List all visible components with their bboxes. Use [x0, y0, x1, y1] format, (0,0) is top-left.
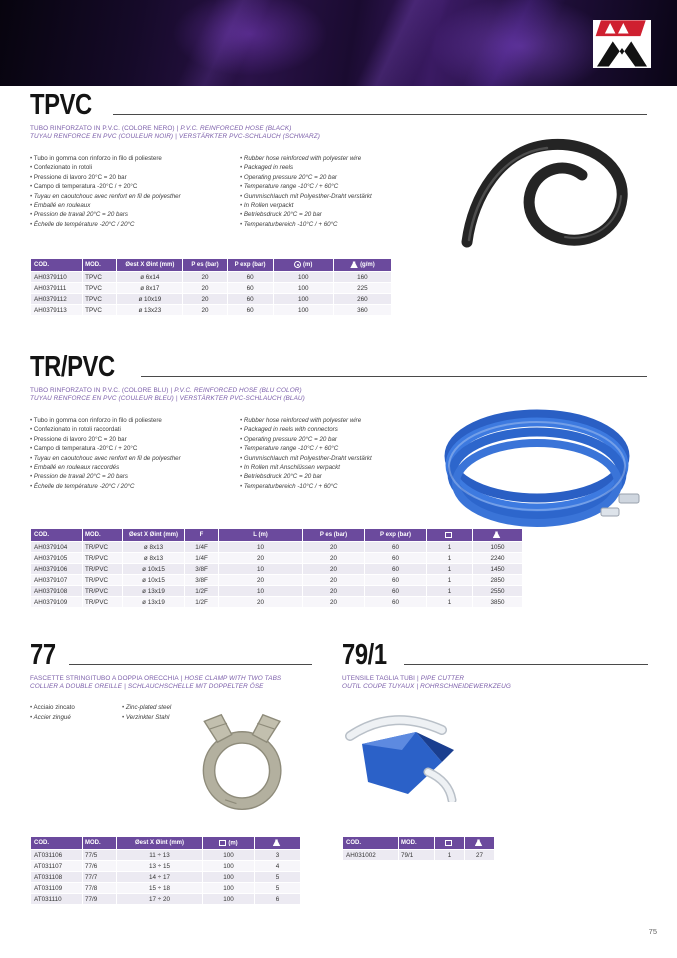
subtitle-separator: | [176, 125, 179, 132]
table-cell: 1 [427, 586, 473, 597]
section-title: 79/1 [342, 639, 387, 671]
table-cell: 1/4F [185, 553, 219, 564]
table-cell: 77/9 [83, 894, 117, 905]
subtitle-separator: | [170, 387, 173, 394]
column-header: L (m) [219, 529, 303, 542]
section-title: TPVC [30, 89, 92, 121]
table-header-row [31, 837, 301, 850]
table-cell: 14 ÷ 17 [117, 872, 203, 883]
column-header: Øest X Øint (mm) [117, 837, 203, 850]
table-cell: 17 ÷ 20 [117, 894, 203, 905]
table-cell: 60 [227, 272, 273, 283]
subtitle-separator: | [180, 675, 183, 682]
table-cell: TPVC [83, 272, 117, 283]
table-cell: ø 6x14 [117, 272, 183, 283]
table-cell: 60 [227, 283, 273, 294]
bullet-item: • Acciaio zincato [30, 703, 122, 713]
column-header: MOD. [399, 837, 435, 850]
bullet-item: • Échelle de température -20°C / 20°C [30, 220, 232, 229]
reel-icon [294, 261, 301, 268]
bullet-item: • Rubber hose reinforced with polyester wire [240, 416, 442, 425]
column-header: F [185, 529, 219, 542]
table-cell: 60 [227, 305, 273, 316]
section-title: TR/PVC [30, 351, 115, 383]
bullet-item: • Pression de travail 20°C = 20 bars [30, 472, 232, 481]
table-cell: TR/PVC [83, 542, 123, 553]
product-table-tpvc [30, 258, 392, 316]
table-cell: ø 13x19 [123, 597, 185, 608]
table-cell: 60 [365, 597, 427, 608]
table-cell: 10 [219, 542, 303, 553]
table-cell: 1 [427, 564, 473, 575]
subtitle-separator: | [124, 683, 126, 690]
box-icon [219, 840, 226, 846]
bullet-item: • Accier zingué [30, 713, 122, 723]
column-header: COD. [31, 529, 83, 542]
table-row [31, 294, 392, 305]
bullet-item: • Tuyau en caoutchouc avec renfort en fil de polyesther [30, 192, 232, 201]
bullet-item: • Gummischlauch mit Polyesther-Draht verstärkt [240, 192, 442, 201]
title-rule [113, 114, 647, 115]
weight-icon [350, 261, 358, 268]
section-subtitle [342, 675, 648, 691]
feature-list-right [240, 416, 442, 491]
header-banner [0, 0, 677, 86]
bullet-item: • Confezionato in rotoli [30, 163, 232, 172]
feature-list-left [30, 416, 232, 491]
bullet-item: • Gummischlauch mit Polyesther-Draht verstärkt [240, 454, 442, 463]
bullet-item: • Packaged in reels with connectors [240, 425, 442, 434]
table-cell: 20 [303, 564, 365, 575]
table-cell: 11 ÷ 13 [117, 850, 203, 861]
table-cell: AH0379112 [31, 294, 83, 305]
table-row [31, 597, 523, 608]
table-cell: 3850 [473, 597, 523, 608]
feature-list-right [240, 154, 442, 229]
table-row [31, 305, 392, 316]
table-cell: 100 [203, 850, 255, 861]
table-cell: 77/8 [83, 883, 117, 894]
subtitle-en: HOSE CLAMP WITH TWO TABS [184, 675, 282, 682]
subtitle-separator: | [416, 683, 419, 690]
bullet-item: • Packaged in reels [240, 163, 442, 172]
section-title: 77 [30, 639, 56, 671]
section-title-row [30, 90, 647, 120]
table-cell: 13 ÷ 15 [117, 861, 203, 872]
bullet-item: • Pressione di lavoro 20°C = 20 bar [30, 173, 232, 182]
table-cell: 27 [465, 850, 495, 861]
column-header: Øest X Øint (mm) [117, 259, 183, 272]
table-cell: 20 [219, 553, 303, 564]
brand-logo [593, 20, 651, 68]
column-header: Øest X Øint (mm) [123, 529, 185, 542]
product-image-black-hose [453, 130, 643, 256]
table-cell: 79/1 [399, 850, 435, 861]
table-row [31, 542, 523, 553]
subtitle-line-2 [342, 683, 648, 691]
page-number: 75 [648, 927, 657, 936]
table-cell: 20 [183, 294, 227, 305]
table-cell: AT031110 [31, 894, 83, 905]
product-table-791 [342, 836, 495, 861]
subtitle-fr: TUYAU RENFORCE EN PVC (COULEUR NOIR) [30, 133, 174, 140]
subtitle-en: PIPE CUTTER [420, 675, 465, 682]
column-header: MOD. [83, 837, 117, 850]
table-row [31, 564, 523, 575]
table-cell: 1 [427, 542, 473, 553]
table-cell: 60 [365, 586, 427, 597]
table-row [31, 586, 523, 597]
table-row [31, 894, 301, 905]
table-cell: 1450 [473, 564, 523, 575]
subtitle-it: UTENSILE TAGLIA TUBI [342, 675, 416, 682]
table-cell: 100 [203, 861, 255, 872]
bullet-item: • Campo di temperatura -20°C / + 20°C [30, 182, 232, 191]
table-header-row [343, 837, 495, 850]
table-cell: 360 [333, 305, 391, 316]
table-cell: 20 [183, 305, 227, 316]
table-cell: ø 8x13 [123, 553, 185, 564]
table-cell: TPVC [83, 294, 117, 305]
subtitle-it: TUBO RINFORZATO IN P.V.C. (COLORE BLU) [30, 387, 169, 394]
column-header: COD. [31, 837, 83, 850]
bullet-item: • Betriebsdruck 20°C = 20 bar [240, 472, 442, 481]
column-header: P es (bar) [303, 529, 365, 542]
table-cell: AT031109 [31, 883, 83, 894]
table-cell: 15 ÷ 18 [117, 883, 203, 894]
table-cell: TR/PVC [83, 586, 123, 597]
table-cell: 3 [255, 850, 301, 861]
table-cell: ø 10x15 [123, 575, 185, 586]
table-cell: ø 8x13 [123, 542, 185, 553]
table-cell: 1050 [473, 542, 523, 553]
subtitle-de: ROHRSCHNEIDEWERKZEUG [420, 683, 511, 690]
table-cell: AH0379113 [31, 305, 83, 316]
table-cell: 20 [303, 586, 365, 597]
box-icon [445, 840, 452, 846]
table-row [31, 883, 301, 894]
column-header: COD. [31, 259, 83, 272]
table-cell: AT031106 [31, 850, 83, 861]
table-cell: 1 [427, 553, 473, 564]
table-cell: 1/4F [185, 542, 219, 553]
bullet-item: • Operating pressure 20°C = 20 bar [240, 173, 442, 182]
weight-icon [273, 839, 281, 846]
table-cell: 20 [303, 542, 365, 553]
bullet-item: • Campo di temperatura -20°C / + 20°C [30, 444, 232, 453]
table-cell: 10 [219, 564, 303, 575]
table-cell: AH0379110 [31, 272, 83, 283]
bullet-item: • Temperaturbereich -10°C / + 60°C [240, 482, 442, 491]
table-cell: 1 [435, 850, 465, 861]
table-cell: AH0379108 [31, 586, 83, 597]
table-cell: 1 [427, 597, 473, 608]
table-row [31, 272, 392, 283]
table-row [343, 850, 495, 861]
table-cell: 20 [183, 272, 227, 283]
column-header: (m) [203, 837, 255, 850]
weight-icon [475, 839, 483, 846]
bullet-item: • Tubo in gomma con rinforzo in filo di poliestere [30, 416, 232, 425]
table-cell: 20 [219, 597, 303, 608]
table-cell: 60 [365, 564, 427, 575]
feature-list-left [30, 154, 232, 229]
bullet-item: • Échelle de température -20°C / 20°C [30, 482, 232, 491]
table-cell: 20 [303, 597, 365, 608]
table-cell: AH0379107 [31, 575, 83, 586]
table-cell: 20 [303, 575, 365, 586]
subtitle-separator: | [175, 133, 177, 140]
table-cell: AH0379106 [31, 564, 83, 575]
column-header: P exp (bar) [365, 529, 427, 542]
bullet-item: • Temperature range -10°C / + 60°C [240, 444, 442, 453]
bullet-item: • Emballé en rouleaux raccordés [30, 463, 232, 472]
column-header: COD. [343, 837, 399, 850]
bullet-item: • Emballé en rouleaux [30, 201, 232, 210]
table-cell: AT031108 [31, 872, 83, 883]
subtitle-separator: | [417, 675, 419, 682]
table-cell: 100 [203, 872, 255, 883]
table-cell: 77/6 [83, 861, 117, 872]
bullet-item: • In Rollen mit Anschlüssen verpackt [240, 463, 442, 472]
subtitle-de: VERSTÄRKTER PVC-SCHLAUCH (BLAU) [179, 395, 305, 402]
subtitle-en: P.V.C. REINFORCED HOSE (BLACK) [180, 125, 292, 132]
subtitle-fr: TUYAU RENFORCE EN PVC (COULEUR BLEU) [30, 395, 174, 402]
table-cell: 77/7 [83, 872, 117, 883]
product-image-blue-hose-coil [431, 396, 643, 538]
product-image-hose-clamp [163, 710, 325, 814]
table-header-row [31, 529, 523, 542]
subtitle-it: FASCETTE STRINGITUBO A DOPPIA ORECCHIA [30, 675, 179, 682]
table-cell: 60 [227, 294, 273, 305]
table-cell: AH0379111 [31, 283, 83, 294]
bullet-item: • Tubo in gomma con rinforzo in filo di poliestere [30, 154, 232, 163]
bullet-item: • Betriebsdruck 20°C = 20 bar [240, 210, 442, 219]
column-header: (g/m) [333, 259, 391, 272]
subtitle-line-2 [30, 683, 312, 691]
table-cell: 60 [365, 553, 427, 564]
table-header-row [31, 259, 392, 272]
table-cell: 160 [333, 272, 391, 283]
table-row [31, 850, 301, 861]
table-cell: ø 10x15 [123, 564, 185, 575]
table-cell: AH0379105 [31, 553, 83, 564]
subtitle-fr: COLLIER A DOUBLE OREILLE [30, 683, 123, 690]
table-cell: 100 [203, 883, 255, 894]
bullet-item: • Temperature range -10°C / + 60°C [240, 182, 442, 191]
section-trpvc [30, 352, 647, 622]
product-table-trpvc [30, 528, 523, 608]
table-cell: 225 [333, 283, 391, 294]
bullet-item: • Operating pressure 20°C = 20 bar [240, 435, 442, 444]
table-cell: 5 [255, 872, 301, 883]
table-cell: ø 13x19 [123, 586, 185, 597]
bullet-item: • Tuyau en caoutchouc avec renfort en fil de polyesther [30, 454, 232, 463]
column-header: (m) [273, 259, 333, 272]
table-row [31, 872, 301, 883]
table-cell: 100 [273, 272, 333, 283]
subtitle-de: VERSTÄRKTER PVC-SCHLAUCH (SCHWARZ) [178, 133, 320, 140]
table-cell: 100 [273, 294, 333, 305]
column-header: P es (bar) [183, 259, 227, 272]
table-row [31, 553, 523, 564]
section-title-row [30, 640, 312, 670]
title-rule [141, 376, 647, 377]
subtitle-line-1 [30, 387, 647, 395]
section-title-row [30, 352, 647, 382]
weight-icon [493, 531, 501, 538]
table-cell: 77/5 [83, 850, 117, 861]
bullet-item: • Confezionato in rotoli raccordati [30, 425, 232, 434]
table-cell: 5 [255, 883, 301, 894]
table-cell: 60 [365, 575, 427, 586]
table-cell: ø 8x17 [117, 283, 183, 294]
table-cell: ø 10x19 [117, 294, 183, 305]
subtitle-de: SCHLAUCHSCHELLE MIT DOPPELTER ÖSE [127, 683, 264, 690]
table-cell: 2850 [473, 575, 523, 586]
product-table-77 [30, 836, 301, 905]
column-header [427, 529, 473, 542]
column-header [465, 837, 495, 850]
table-cell: 2550 [473, 586, 523, 597]
table-cell: AH031002 [343, 850, 399, 861]
bullet-item: • Rubber hose reinforced with polyester wire [240, 154, 442, 163]
section-791 [342, 640, 648, 920]
title-rule [69, 664, 312, 665]
subtitle-fr: OUTIL COUPE TUYAUX [342, 683, 415, 690]
table-cell: 10 [219, 586, 303, 597]
section-77 [30, 640, 312, 920]
bullet-item: • Temperaturbereich -10°C / + 60°C [240, 220, 442, 229]
box-icon [445, 532, 452, 538]
column-header: MOD. [83, 259, 117, 272]
column-header [435, 837, 465, 850]
table-row [31, 861, 301, 872]
table-cell: TR/PVC [83, 575, 123, 586]
table-cell: AH0379104 [31, 542, 83, 553]
column-header: P exp (bar) [227, 259, 273, 272]
table-cell: 20 [219, 575, 303, 586]
table-cell: TPVC [83, 283, 117, 294]
table-cell: 100 [273, 283, 333, 294]
bullet-item: • In Rollen verpackt [240, 201, 442, 210]
table-row [31, 575, 523, 586]
product-image-pipe-cutter [344, 710, 474, 802]
table-cell: TR/PVC [83, 564, 123, 575]
subtitle-line-1 [30, 675, 312, 683]
subtitle-en: P.V.C. REINFORCED HOSE (BLU COLOR) [174, 387, 302, 394]
bullet-item: • Verzinkter Stahl [122, 713, 242, 723]
subtitle-line-1 [342, 675, 648, 683]
bullet-item: • Zinc-plated steel [122, 703, 242, 713]
title-rule [404, 664, 648, 665]
table-cell: 1/2F [185, 597, 219, 608]
table-cell: TR/PVC [83, 553, 123, 564]
bullet-item: • Pressione di lavoro 20°C = 20 bar [30, 435, 232, 444]
table-cell: TR/PVC [83, 597, 123, 608]
section-tpvc [30, 90, 647, 340]
table-cell: 1/2F [185, 586, 219, 597]
table-cell: 3/8F [185, 564, 219, 575]
table-cell: 4 [255, 861, 301, 872]
brand-logo-icon [593, 19, 651, 69]
table-cell: 100 [203, 894, 255, 905]
subtitle-separator: | [175, 395, 178, 402]
table-row [31, 283, 392, 294]
bullet-item: • Pression de travail 20°C = 20 bars [30, 210, 232, 219]
column-header [255, 837, 301, 850]
table-cell: 20 [303, 553, 365, 564]
table-cell: 1 [427, 575, 473, 586]
table-cell: TPVC [83, 305, 117, 316]
table-cell: 100 [273, 305, 333, 316]
table-cell: 60 [365, 542, 427, 553]
subtitle-it: TUBO RINFORZATO IN P.V.C. (COLORE NERO) [30, 125, 175, 132]
table-cell: 20 [183, 283, 227, 294]
table-cell: ø 13x23 [117, 305, 183, 316]
column-header [473, 529, 523, 542]
column-header: MOD. [83, 529, 123, 542]
table-cell: 6 [255, 894, 301, 905]
section-title-row [342, 640, 648, 670]
table-cell: 260 [333, 294, 391, 305]
table-cell: 3/8F [185, 575, 219, 586]
table-cell: 2240 [473, 553, 523, 564]
section-subtitle [30, 675, 312, 691]
table-cell: AT031107 [31, 861, 83, 872]
table-cell: AH0379109 [31, 597, 83, 608]
